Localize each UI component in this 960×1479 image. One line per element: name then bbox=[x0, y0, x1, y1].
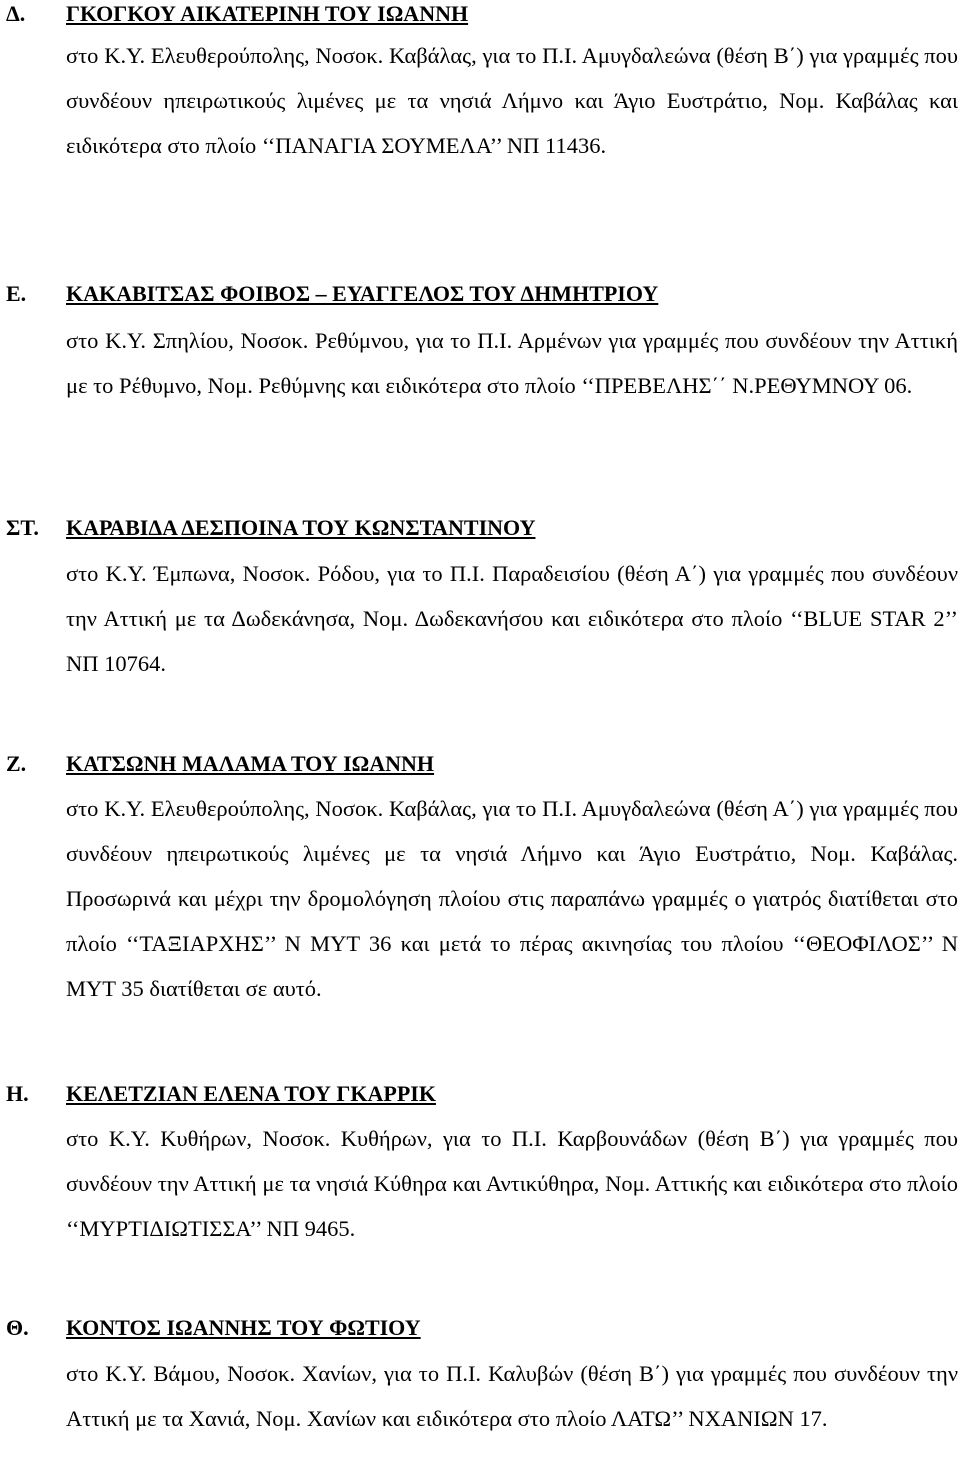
entry-name: ΚΑΡΑΒΙΔΑ ΔΕΣΠΟΙΝΑ ΤΟΥ ΚΩΝΣΤΑΝΤΙΝΟΥ bbox=[66, 515, 536, 540]
entry-text: στο Κ.Υ. Βάμου, Νοσοκ. Χανίων, για το Π.Ι. Καλυβών (θέση Β΄) για γραμμές που συνδέουν την Αττική με τα Χανιά, Νομ. Χανίων και ειδικότερα στο πλοίο ΛΑΤΩ’’ ΝΧΑΝΙΩΝ 17. bbox=[66, 1361, 958, 1431]
entry-text: στο Κ.Υ. Ελευθερούπολης, Νοσοκ. Καβάλας, για το Π.Ι. Αμυγδαλεώνα (θέση Α΄) για γραμμές που συνδέουν ηπειρωτικούς λιμένες με τα νησιά Λήμνο και Άγιο Ευστράτιο, Νομ. Καβάλας. Προσωρινά και μέχρι την δρομολόγηση πλοίου στις παραπάνω γραμμές ο γιατρός διατίθεται στο πλοίο ‘‘ΤΑΞΙΑΡΧΗΣ’’ Ν ΜΥΤ 36 και μετά το πέρας ακινησίας του πλοίου ‘‘ΘΕΟΦΙΛΟΣ’’ Ν ΜΥΤ 35 διατίθεται σε αυτό. bbox=[66, 796, 958, 1001]
entry-name: ΚΑΤΣΩΝΗ ΜΑΛΑΜΑ ΤΟΥ ΙΩΑΝΝΗ bbox=[66, 751, 435, 776]
entry-text: στο Κ.Υ. Έμπωνα, Νοσοκ. Ρόδου, για το Π.Ι. Παραδεισίου (θέση Α΄) για γραμμές που συνδέουν την Αττική με τα Δωδεκάνησα, Νομ. Δωδεκανήσου και ειδικότερα στο πλοίο ‘‘BLUE STAR 2’’ ΝΠ 10764. bbox=[66, 561, 958, 676]
entry-name: ΚΑΚΑΒΙΤΣΑΣ ΦΟΙΒΟΣ – ΕΥΑΓΓΕΛΟΣ ΤΟΥ ΔΗΜΗΤΡΙΟΥ bbox=[66, 281, 659, 306]
entry-letter: Θ. bbox=[6, 1315, 29, 1340]
entry-name: ΚΟΝΤΟΣ ΙΩΑΝΝΗΣ ΤΟΥ ΦΩΤΙΟΥ bbox=[66, 1315, 421, 1340]
entry-letter: ΣΤ. bbox=[6, 515, 39, 540]
entry-text: στο Κ.Υ. Ελευθερούπολης, Νοσοκ. Καβάλας, για το Π.Ι. Αμυγδαλεώνα (θέση Β΄) για γραμμές που συνδέουν ηπειρωτικούς λιμένες με τα νησιά Λήμνο και Άγιο Ευστράτιο, Νομ. Καβάλας και ειδικότερα στο πλοίο ‘‘ΠΑΝΑΓΙΑ ΣΟΥΜΕΛΑ’’ ΝΠ 11436. bbox=[66, 43, 958, 158]
entry-name: ΚΕΛΕΤΖΙΑΝ ΕΛΕΝΑ ΤΟΥ ΓΚΑΡΡΙΚ bbox=[66, 1081, 436, 1106]
entry-letter: Η. bbox=[6, 1081, 29, 1106]
entry-name: ΓΚΟΓΚΟΥ ΑΙΚΑΤΕΡΙΝΗ ΤΟΥ ΙΩΑΝΝΗ bbox=[66, 1, 469, 26]
entry-letter: Ζ. bbox=[6, 751, 27, 776]
entry-letter: Δ. bbox=[6, 1, 26, 26]
entry-text: στο Κ.Υ. Κυθήρων, Νοσοκ. Κυθήρων, για το Π.Ι. Καρβουνάδων (θέση Β΄) για γραμμές που συνδέουν την Αττική με τα νησιά Κύθηρα και Αντικύθηρα, Νομ. Αττικής και ειδικότερα στο πλοίο ‘‘ΜΥΡΤΙΔΙΩΤΙΣΣΑ’’ ΝΠ 9465. bbox=[66, 1126, 958, 1241]
entry-letter: Ε. bbox=[6, 281, 27, 306]
entry-text: στο Κ.Υ. Σπηλίου, Νοσοκ. Ρεθύμνου, για το Π.Ι. Αρμένων για γραμμές που συνδέουν την Αττική με το Ρέθυμνο, Νομ. Ρεθύμνης και ειδικότερα στο πλοίο ‘‘ΠΡΕΒΕΛΗΣ΄΄ Ν.ΡΕΘΥΜΝΟΥ 06. bbox=[66, 328, 958, 398]
